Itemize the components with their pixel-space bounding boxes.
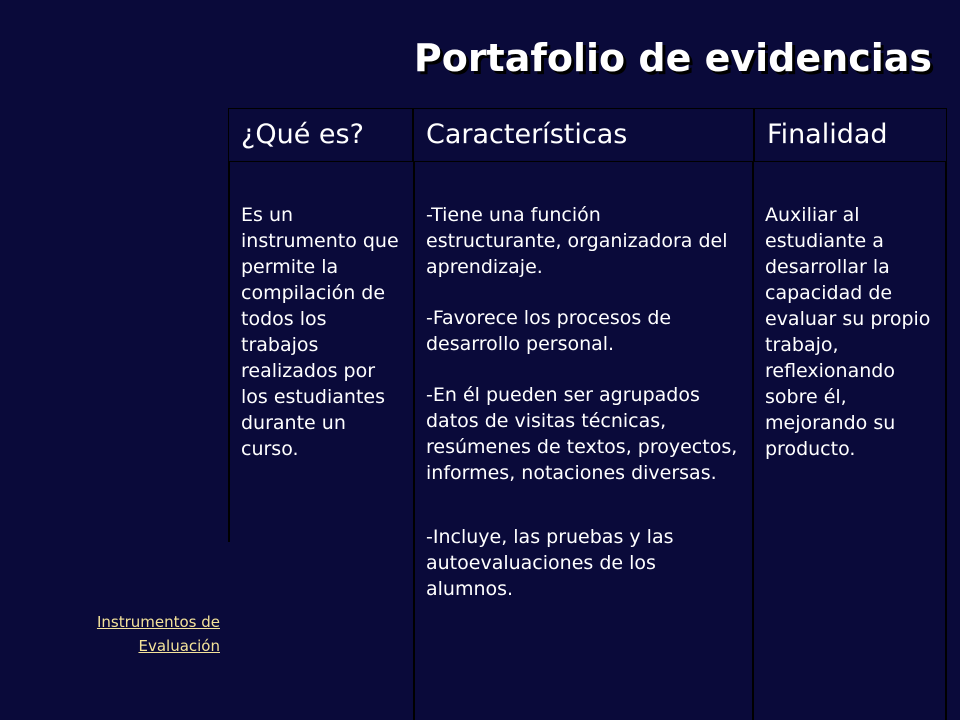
header-characteristics: Características [413, 108, 754, 162]
slide-title: Portafolio de evidencias [413, 36, 932, 80]
characteristic-item: -Incluye, las pruebas y las autoevaluaciones de los alumnos. [426, 526, 674, 600]
purpose-text: Auxiliar al estudiante a desarrollar la capacidad de evaluar su propio trabajo, reflexionando sobre él, mejorando su producto. [765, 204, 931, 460]
characteristic-item: -Favorece los procesos de desarrollo personal. [426, 307, 672, 355]
instrumentos-evaluacion-link[interactable]: Instrumentos de Evaluación [96, 613, 220, 655]
cell-what-is [228, 162, 413, 542]
header-purpose: Finalidad [754, 108, 947, 162]
cell-characteristics [413, 162, 754, 720]
characteristic-item: -En él pueden ser agrupados datos de visitas técnicas, resúmenes de textos, proyectos, informes, notaciones diversas. [426, 384, 738, 484]
characteristic-item: -Tiene una función estructurante, organizadora del aprendizaje. [426, 204, 728, 278]
what-is-text: Es un instrumento que permite la compilación de todos los trabajos realizados por los estudiantes durante un curso. [241, 204, 399, 460]
header-what-is: ¿Qué es? [228, 108, 413, 162]
content-table [228, 108, 947, 720]
cell-purpose [754, 162, 947, 720]
